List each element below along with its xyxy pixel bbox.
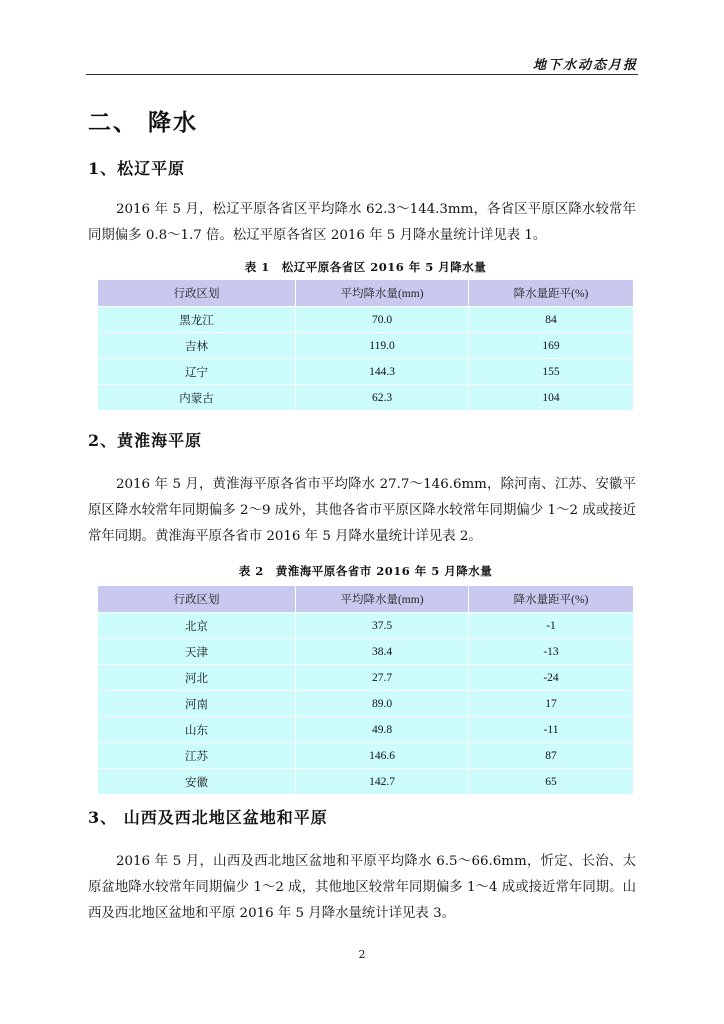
subsection-heading-huanghuaihai: 2、黄淮海平原 (88, 431, 203, 450)
cell-region: 北京 (98, 613, 296, 639)
cell-region: 内蒙古 (98, 385, 296, 411)
cell-anomaly: 155 (469, 359, 634, 385)
table-row (98, 691, 633, 717)
table-caption-1: 表 1 松辽平原各省区 2016 年 5 月降水量 (244, 260, 487, 274)
report-header-title: 地下水动态月报 (532, 58, 638, 73)
cell-anomaly: 169 (469, 333, 634, 359)
cell-region: 山东 (98, 717, 296, 743)
cell-anomaly: -11 (469, 717, 634, 743)
table-row (98, 333, 633, 359)
cell-avg-precip: 27.7 (296, 665, 469, 691)
cell-anomaly: 65 (469, 769, 634, 795)
header-divider (86, 74, 638, 75)
table-row (98, 385, 633, 411)
cell-avg-precip: 38.4 (296, 639, 469, 665)
cell-avg-precip: 119.0 (296, 333, 469, 359)
column-header-region: 行政区划 (98, 586, 296, 613)
column-header-avg-precip: 平均降水量(mm) (296, 280, 469, 307)
column-header-anomaly: 降水量距平(%) (469, 586, 634, 613)
cell-region: 江苏 (98, 743, 296, 769)
cell-anomaly: 87 (469, 743, 634, 769)
cell-region: 河南 (98, 691, 296, 717)
cell-avg-precip: 62.3 (296, 385, 469, 411)
cell-anomaly: -24 (469, 665, 634, 691)
cell-region: 河北 (98, 665, 296, 691)
column-header-anomaly: 降水量距平(%) (469, 280, 634, 307)
table-header-row (98, 586, 633, 613)
cell-anomaly: -13 (469, 639, 634, 665)
subsection-heading-songliao: 1、松辽平原 (88, 159, 186, 178)
table-row (98, 717, 633, 743)
cell-avg-precip: 142.7 (296, 769, 469, 795)
table-row (98, 307, 633, 333)
cell-avg-precip: 37.5 (296, 613, 469, 639)
section-title: 二、 降水 (88, 109, 199, 136)
table-row (98, 639, 633, 665)
cell-anomaly: 17 (469, 691, 634, 717)
table-row (98, 665, 633, 691)
cell-region: 辽宁 (98, 359, 296, 385)
cell-avg-precip: 146.6 (296, 743, 469, 769)
cell-avg-precip: 49.8 (296, 717, 469, 743)
subsection-heading-shanxi-northwest: 3、 山西及西北地区盆地和平原 (88, 808, 328, 827)
cell-avg-precip: 70.0 (296, 307, 469, 333)
paragraph-songliao: 2016 年 5 月，松辽平原各省区平均降水 62.3～144.3mm，各省区平原区降水较常年同期偏多 0.8～1.7 倍。松辽平原各省区 2016 年 5 月降水量统计详见表 1。 (88, 202, 636, 243)
table-row (98, 613, 633, 639)
cell-anomaly: 104 (469, 385, 634, 411)
table-row (98, 359, 633, 385)
table-row (98, 769, 633, 795)
cell-region: 安徽 (98, 769, 296, 795)
paragraph-shanxi-northwest: 2016 年 5 月，山西及西北地区盆地和平原平均降水 6.5～66.6mm，忻定、长治、太原盆地降水较常年同期偏少 1～2 成，其他地区较常年同期偏多 1～4 成或接近常年同期。山西及西北地区盆地和平原 2016 年 5 月降水量统计详见表 3。 (88, 854, 636, 921)
cell-region: 天津 (98, 639, 296, 665)
cell-avg-precip: 144.3 (296, 359, 469, 385)
page-number: 2 (358, 948, 366, 961)
precipitation-table-1 (98, 280, 633, 410)
column-header-region: 行政区划 (98, 280, 296, 307)
table-header-row (98, 280, 633, 307)
precipitation-table-2 (98, 586, 633, 794)
cell-anomaly: -1 (469, 613, 634, 639)
cell-region: 黑龙江 (98, 307, 296, 333)
column-header-avg-precip: 平均降水量(mm) (296, 586, 469, 613)
table-caption-2: 表 2 黄淮海平原各省市 2016 年 5 月降水量 (238, 564, 493, 578)
cell-region: 吉林 (98, 333, 296, 359)
cell-anomaly: 84 (469, 307, 634, 333)
table-row (98, 743, 633, 769)
paragraph-huanghuaihai: 2016 年 5 月，黄淮海平原各省市平均降水 27.7～146.6mm，除河南、江苏、安徽平原区降水较常年同期偏多 2～9 成外，其他各省市平原区降水较常年同期偏少 1～2 成或接近常年同期。黄淮海平原各省市 2016 年 5 月降水量统计详见表 2。 (88, 477, 636, 544)
cell-avg-precip: 89.0 (296, 691, 469, 717)
